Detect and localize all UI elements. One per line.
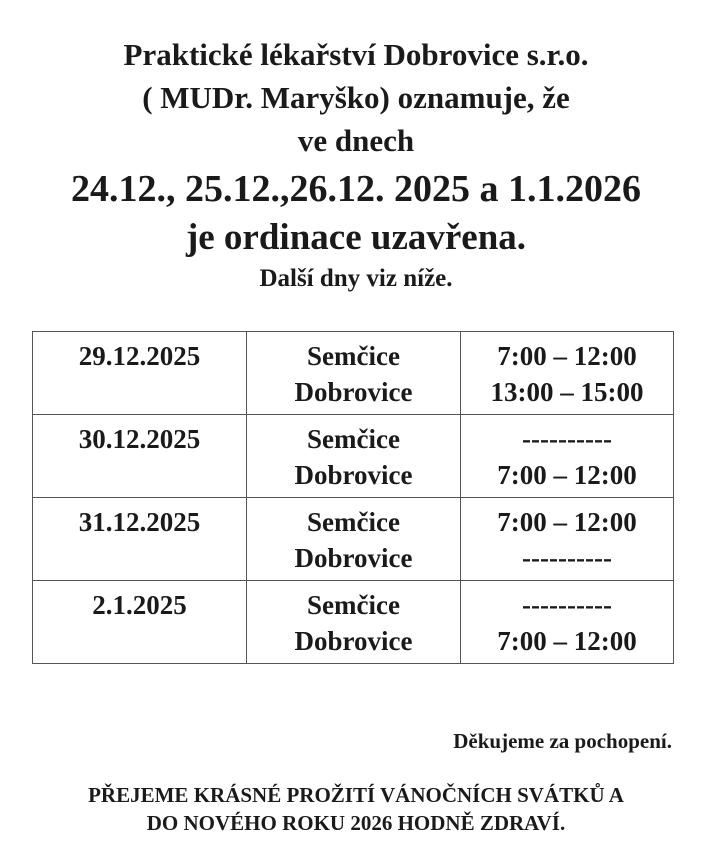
table-row xyxy=(33,498,674,581)
place-dobrovice: Dobrovice xyxy=(294,543,413,573)
place-semcice: Semčice xyxy=(307,590,400,620)
table-row xyxy=(33,332,674,415)
doctor-announcement: ( MUDr. Maryško) oznamuje, že xyxy=(142,80,570,115)
hours-dobrovice: 7:00 – 12:00 xyxy=(497,460,637,490)
places-cell xyxy=(247,581,461,664)
place-dobrovice: Dobrovice xyxy=(294,626,413,656)
place-semcice: Semčice xyxy=(307,424,400,454)
places-cell xyxy=(247,332,461,415)
on-days-label: ve dnech xyxy=(297,123,415,158)
hours-cell xyxy=(461,581,674,664)
hours-dobrovice: 7:00 – 12:00 xyxy=(497,626,637,656)
closed-dates: 24.12., 25.12.,26.12. 2025 a 1.1.2026 xyxy=(71,168,641,210)
closed-statement: je ordinace uzavřena. xyxy=(185,217,527,258)
table-row xyxy=(33,581,674,664)
hours-dobrovice: ---------- xyxy=(522,543,612,573)
place-dobrovice: Dobrovice xyxy=(294,377,413,407)
hours-semcice: ---------- xyxy=(522,590,612,620)
hours-cell xyxy=(461,415,674,498)
table-row xyxy=(33,415,674,498)
see-below-note: Další dny viz níže. xyxy=(259,265,453,292)
places-cell xyxy=(247,415,461,498)
place-dobrovice: Dobrovice xyxy=(294,460,413,490)
place-semcice: Semčice xyxy=(307,507,400,537)
hours-cell xyxy=(461,332,674,415)
date-cell: 2.1.2025 xyxy=(33,581,247,664)
places-cell xyxy=(247,498,461,581)
holiday-wishes-line1: PŘEJEME KRÁSNÉ PROŽITÍ VÁNOČNÍCH SVÁTKŮ A xyxy=(88,783,624,807)
clinic-name: Praktické lékařství Dobrovice s.r.o. xyxy=(123,37,589,72)
hours-semcice: ---------- xyxy=(522,424,612,454)
place-semcice: Semčice xyxy=(307,341,400,371)
holiday-wishes-line2: DO NOVÉHO ROKU 2026 HODNĚ ZDRAVÍ. xyxy=(146,811,566,835)
hours-cell xyxy=(461,498,674,581)
hours-semcice: 7:00 – 12:00 xyxy=(497,341,637,371)
hours-semcice: 7:00 – 12:00 xyxy=(497,507,637,537)
date-cell: 29.12.2025 xyxy=(33,332,247,415)
thanks-note: Děkujeme za pochopení. xyxy=(453,729,672,753)
date-cell: 31.12.2025 xyxy=(33,498,247,581)
hours-dobrovice: 13:00 – 15:00 xyxy=(490,377,644,407)
schedule-table xyxy=(32,331,674,664)
date-cell: 30.12.2025 xyxy=(33,415,247,498)
